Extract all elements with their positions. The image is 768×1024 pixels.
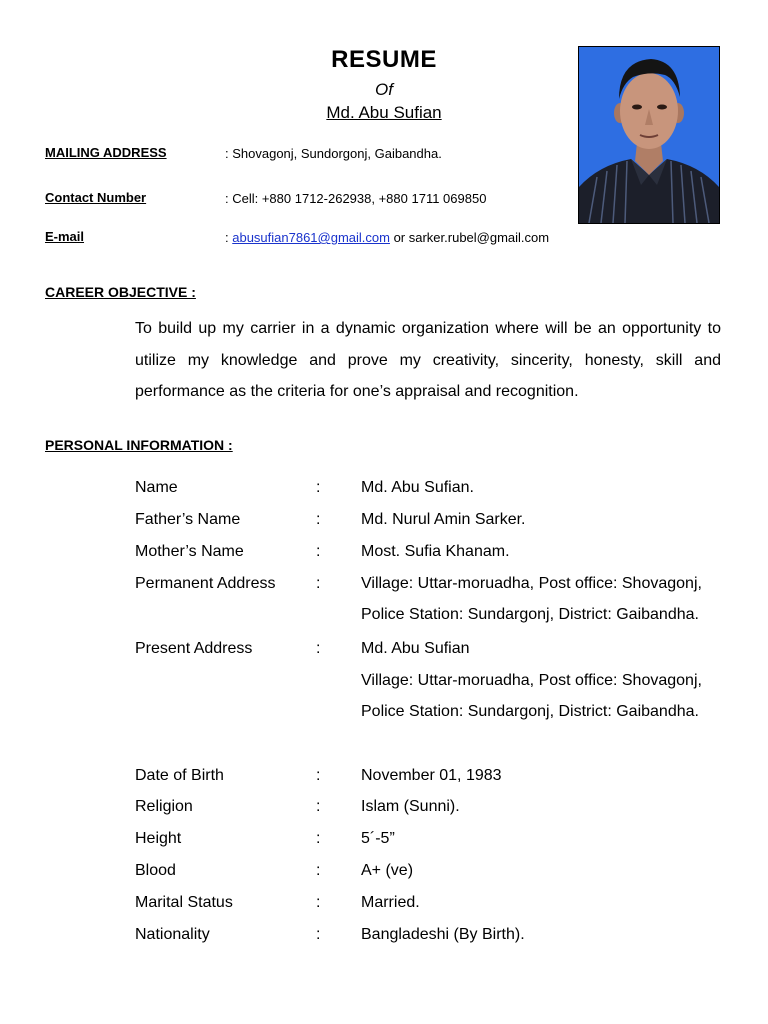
info-colon: : <box>316 479 321 496</box>
email-primary-link[interactable]: abusufian7861@gmail.com <box>232 230 390 245</box>
career-objective-heading: CAREER OBJECTIVE : <box>45 284 196 300</box>
info-row-dob <box>135 767 735 791</box>
info-value: Md. Abu Sufian <box>361 640 470 657</box>
info-row-marital-status <box>135 894 735 918</box>
info-row-blood <box>135 862 735 886</box>
info-value: Islam (Sunni). <box>361 798 460 815</box>
contact-number-label: Contact Number <box>45 190 147 205</box>
info-colon: : <box>316 926 321 943</box>
info-colon: : <box>316 830 321 847</box>
info-row-name <box>135 479 735 503</box>
info-row-father <box>135 511 735 535</box>
info-value: Md. Abu Sufian. <box>361 479 474 496</box>
info-colon: : <box>316 767 321 784</box>
info-colon: : <box>316 543 321 560</box>
info-label: Permanent Address <box>135 575 276 592</box>
email-prefix: : <box>225 230 233 245</box>
mailing-address-value: : Shovagonj, Sundorgonj, Gaibandha. <box>225 146 442 161</box>
contact-number-value: : Cell: +880 1712-262938, +880 1711 069850 <box>225 191 487 206</box>
info-row-permanent-address <box>135 575 735 599</box>
info-value: A+ (ve) <box>361 862 414 879</box>
email-label: E-mail <box>45 229 85 244</box>
info-row-religion <box>135 798 735 822</box>
info-colon: : <box>316 894 321 911</box>
career-objective-text: To build up my carrier in a dynamic organization where will be an opportunity to utilize my knowledge and prove my creativity, sincerity, honesty, skill and performance as the criteria for one’s appraisal and recognition. <box>135 320 721 400</box>
info-label: Name <box>135 479 178 496</box>
info-value: Bangladeshi (By Birth). <box>361 926 525 943</box>
info-label: Religion <box>135 798 193 815</box>
email-secondary: or sarker.rubel@gmail.com <box>389 230 550 245</box>
info-value: Married. <box>361 894 420 911</box>
info-value: 5´-5” <box>361 830 395 847</box>
resume-title: RESUME <box>331 46 437 73</box>
info-colon: : <box>316 511 321 528</box>
info-row-height <box>135 830 735 854</box>
info-label: Mother’s Name <box>135 543 244 560</box>
info-label: Father’s Name <box>135 511 241 528</box>
present-address-line3: Police Station: Sundargonj, District: Gaibandha. <box>361 703 699 720</box>
info-label: Height <box>135 830 182 847</box>
info-value: November 01, 1983 <box>361 767 502 784</box>
email-value <box>225 230 549 245</box>
info-label: Blood <box>135 862 176 879</box>
mailing-address-label: MAILING ADDRESS <box>45 145 167 160</box>
present-address-line2: Village: Uttar-moruadha, Post office: Shovagonj, <box>361 672 702 689</box>
info-label: Marital Status <box>135 894 233 911</box>
info-label: Date of Birth <box>135 767 224 784</box>
info-colon: : <box>316 575 321 592</box>
info-colon: : <box>316 640 321 657</box>
personal-information-heading: PERSONAL INFORMATION : <box>45 437 233 453</box>
profile-photo <box>578 46 720 224</box>
info-row-present-address <box>135 640 735 664</box>
candidate-name: Md. Abu Sufian <box>326 103 442 122</box>
info-label: Nationality <box>135 926 210 943</box>
info-value: Md. Nurul Amin Sarker. <box>361 511 526 528</box>
resume-of-label: Of <box>375 80 393 99</box>
info-row-nationality <box>135 926 735 950</box>
info-row-mother <box>135 543 735 567</box>
info-colon: : <box>316 862 321 879</box>
permanent-address-line2: Police Station: Sundargonj, District: Gaibandha. <box>361 606 699 623</box>
info-value: Village: Uttar-moruadha, Post office: Shovagonj, <box>361 575 702 592</box>
info-colon: : <box>316 798 321 815</box>
info-value: Most. Sufia Khanam. <box>361 543 510 560</box>
info-label: Present Address <box>135 640 253 657</box>
